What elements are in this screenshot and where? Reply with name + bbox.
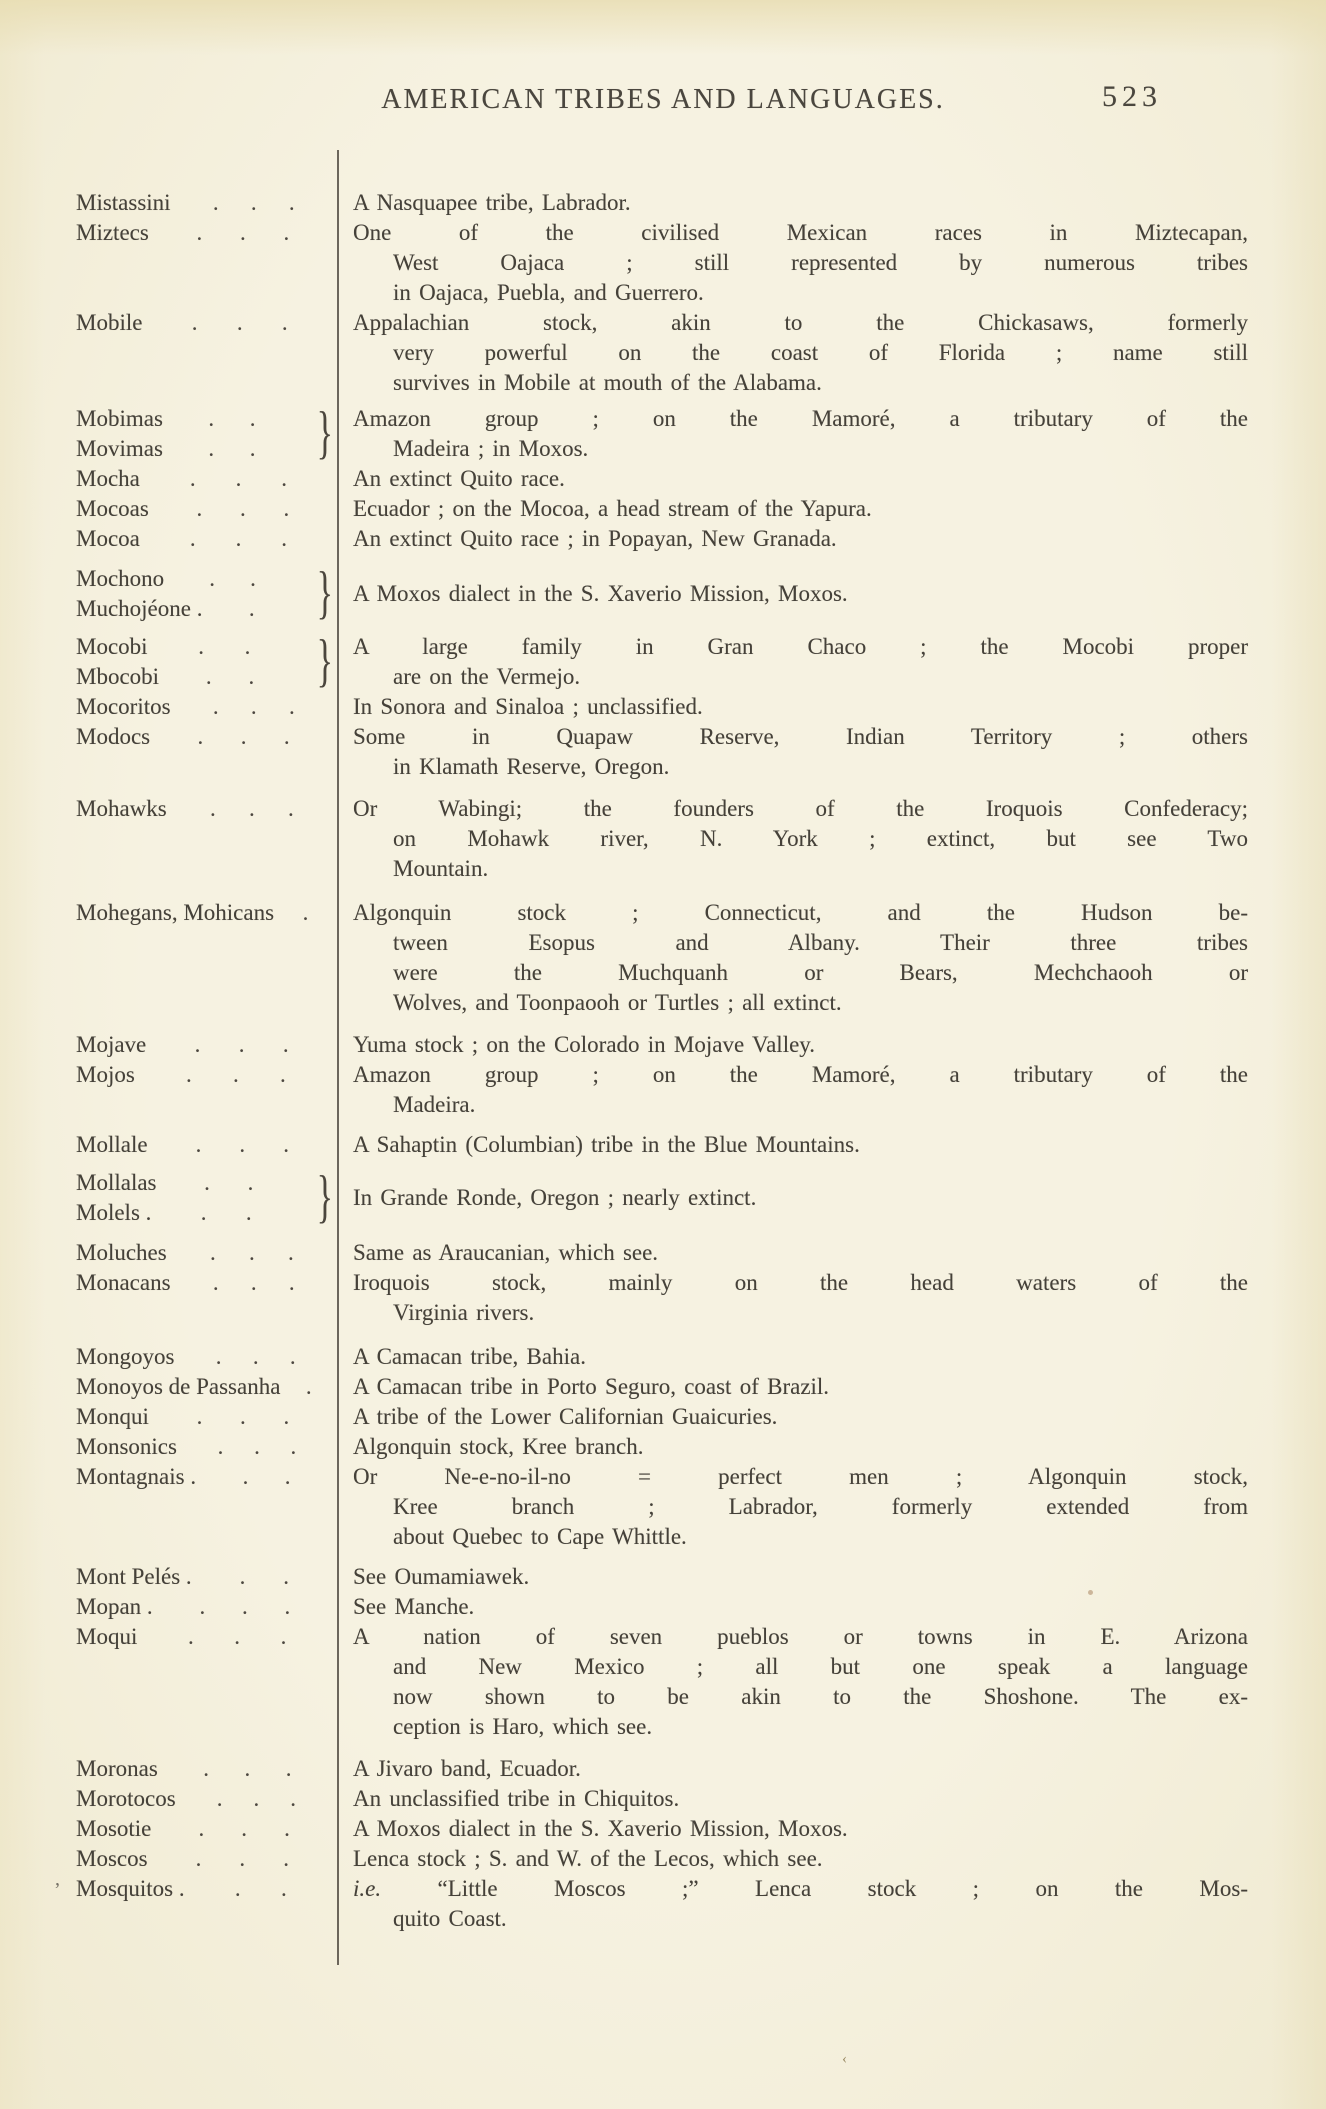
definition-text xyxy=(337,1562,1326,1592)
definition-line: Amazon group ; on the Mamoré, a tributary of the xyxy=(353,406,1248,431)
definition-line: An unclassified tribe in Chiquitos. xyxy=(353,1786,680,1811)
definition-line: Algonquin stock, Kree branch. xyxy=(353,1434,644,1459)
tribe-name-cell xyxy=(0,494,337,524)
leader-dots: . . xyxy=(200,1200,252,1225)
tribe-name: Mosotie xyxy=(76,1816,152,1841)
definition-text xyxy=(337,464,1326,494)
leader-dots: . . . xyxy=(217,1434,297,1459)
tribe-name-cell xyxy=(0,1030,337,1060)
definition-line: Or Wabingi; the founders of the Iroquois Confederacy; xyxy=(353,796,1248,821)
leader-dots: . . . xyxy=(203,1756,292,1781)
glossary-entry xyxy=(0,692,1326,722)
definition-line: Amazon group ; on the Mamoré, a tributary of the xyxy=(353,1062,1248,1087)
tribe-name: Monoyos de Passanha xyxy=(76,1374,281,1399)
glossary-entry xyxy=(0,1874,1326,1934)
tribe-name-cell xyxy=(0,464,337,494)
definition-text xyxy=(337,1168,1326,1228)
tribe-name-cell xyxy=(0,1592,337,1622)
tribe-name: Monqui xyxy=(76,1404,149,1429)
definition-text xyxy=(337,1462,1326,1552)
definition-line: Same as Araucanian, which see. xyxy=(353,1240,659,1265)
tribe-name-cell xyxy=(0,1844,337,1874)
tribe-name: Mbocobi xyxy=(76,664,160,689)
definition-line: survives in Mobile at mouth of the Alabama. xyxy=(393,370,822,395)
leader-dots: . . . xyxy=(187,1624,287,1649)
leader-dots: . . . xyxy=(186,1062,286,1087)
scan-artifact-mark: , xyxy=(55,1868,60,1890)
glossary-entry xyxy=(0,1592,1326,1622)
leader-dots: . . . xyxy=(199,1594,291,1619)
tribe-name: Muchojéone . xyxy=(76,596,203,621)
definition-line: A Camacan tribe in Porto Seguro, coast of Brazil. xyxy=(353,1374,830,1399)
definition-line: Algonquin stock ; Connecticut, and the Hudson be- xyxy=(353,900,1248,925)
tribe-name: Mont Pelés . xyxy=(76,1564,192,1589)
tribe-name: Modocs xyxy=(76,724,151,749)
leader-dots: . . . xyxy=(209,1240,294,1265)
definition-text xyxy=(337,1030,1326,1060)
definition-line: Mountain. xyxy=(393,856,489,881)
glossary-entry xyxy=(0,524,1326,554)
tribe-name-cell xyxy=(0,1562,337,1592)
tribe-name-cell xyxy=(0,898,337,1018)
definition-line: very powerful on the coast of Florida ; name still xyxy=(393,340,1248,365)
definition-text xyxy=(337,524,1326,554)
glossary-entry xyxy=(0,308,1326,398)
tribe-name: Movimas xyxy=(76,436,163,461)
entries xyxy=(0,188,1326,1934)
leader-dots: . . . xyxy=(194,1032,289,1057)
tribe-name-cell xyxy=(0,1814,337,1844)
tribe-name: Mobimas xyxy=(76,406,163,431)
definition-line: One of the civilised Mexican races in Miztecapan, xyxy=(353,220,1248,245)
glossary-entry xyxy=(0,494,1326,524)
glossary-entry xyxy=(0,1238,1326,1268)
tribe-name: Mocobi xyxy=(76,634,148,659)
tribe-name: Mosquitos . xyxy=(76,1876,185,1901)
definition-text xyxy=(337,1130,1326,1160)
definition-text xyxy=(337,1592,1326,1622)
glossary-entry xyxy=(0,1268,1326,1328)
tribe-name: Mobile xyxy=(76,310,143,335)
definition-line: Virginia rivers. xyxy=(393,1300,535,1325)
glossary-entry xyxy=(0,218,1326,308)
tribe-name-cell xyxy=(0,1402,337,1432)
definition-line: A Jivaro band, Ecuador. xyxy=(353,1756,581,1781)
definition-line: Or Ne-e-no-il-no = perfect men ; Algonquin stock, xyxy=(353,1464,1248,1489)
glossary-entry xyxy=(0,560,1326,626)
tribe-name-cell xyxy=(0,524,337,554)
glossary-entry xyxy=(0,1372,1326,1402)
grouping-brace: } xyxy=(316,628,333,694)
definition-line: Yuma stock ; on the Colorado in Mojave Valley. xyxy=(353,1032,816,1057)
definition-text xyxy=(337,1372,1326,1402)
tribe-name-cell xyxy=(0,1238,337,1268)
leader-dots: . . xyxy=(242,1464,291,1489)
definition-text xyxy=(337,1784,1326,1814)
leader-dots: . . . xyxy=(197,724,290,749)
leader-dots: . . . xyxy=(209,796,294,821)
tribe-name-cell xyxy=(0,692,337,722)
tribe-name-cell xyxy=(0,794,337,884)
definition-text xyxy=(337,1844,1326,1874)
grouping-brace: } xyxy=(316,1164,333,1230)
glossary-entry xyxy=(0,722,1326,782)
leader-dots: . . . xyxy=(198,1816,290,1841)
definition-line: In Grande Ronde, Oregon ; nearly extinct. xyxy=(353,1185,757,1210)
tribe-name-cell xyxy=(0,1060,337,1120)
definition-text xyxy=(337,1754,1326,1784)
tribe-name: Morotocos xyxy=(76,1786,176,1811)
glossary-entry xyxy=(0,1030,1326,1060)
tribe-name-cell xyxy=(0,1130,337,1160)
tribe-name: Mongoyos xyxy=(76,1344,175,1369)
definition-line: in Klamath Reserve, Oregon. xyxy=(393,754,670,779)
leader-dots: . . xyxy=(205,664,255,689)
definition-line: In Sonora and Sinaloa ; unclassified. xyxy=(353,694,703,719)
definition-line: A large family in Gran Chaco ; the Mocobi proper xyxy=(353,634,1248,659)
glossary-entry xyxy=(0,1164,1326,1230)
tribe-name-cell xyxy=(0,218,337,308)
definition-line: Kree branch ; Labrador, formerly extended from xyxy=(393,1494,1248,1519)
definition-text xyxy=(337,1622,1326,1742)
definition-text xyxy=(337,188,1326,218)
definition-line: A tribe of the Lower Californian Guaicuries. xyxy=(353,1404,778,1429)
definition-text xyxy=(337,404,1326,464)
leader-dots: . . . xyxy=(216,1786,296,1811)
definition-text xyxy=(337,1342,1326,1372)
definition-line: A nation of seven pueblos or towns in E. Arizona xyxy=(353,1624,1248,1649)
definition-line: A Camacan tribe, Bahia. xyxy=(353,1344,586,1369)
definition-line: Appalachian stock, akin to the Chickasaws, formerly xyxy=(353,310,1248,335)
glossary-entry xyxy=(0,1402,1326,1432)
tribe-name: Montagnais . xyxy=(76,1464,197,1489)
leader-dots: . . . xyxy=(191,310,288,335)
definition-line: See Manche. xyxy=(353,1594,475,1619)
tribe-name-cell xyxy=(0,560,337,626)
definition-text xyxy=(337,1402,1326,1432)
tribe-name: Mocoa xyxy=(76,526,140,551)
definition-line: Ecuador ; on the Mocoa, a head stream of the Yapura. xyxy=(353,496,872,521)
leader-dots: . xyxy=(248,596,255,621)
leader-dots: . . . xyxy=(196,220,290,245)
glossary-entry xyxy=(0,1060,1326,1120)
definition-text xyxy=(337,1874,1326,1934)
scan-artifact-mark: ‹ xyxy=(842,2051,847,2067)
glossary-entry xyxy=(0,1622,1326,1742)
tribe-name: Moronas xyxy=(76,1756,158,1781)
page-number: 523 xyxy=(1102,80,1162,113)
definition-text xyxy=(337,692,1326,722)
definition-line: A Moxos dialect in the S. Xaverio Mission, Moxos. xyxy=(353,1816,848,1841)
definition-text xyxy=(337,1814,1326,1844)
leader-dots: . . . xyxy=(196,496,290,521)
definition-line: An extinct Quito race. xyxy=(353,466,565,491)
glossary-entry xyxy=(0,628,1326,694)
tribe-name: Moqui xyxy=(76,1624,138,1649)
definition-line: West Oajaca ; still represented by numerous tribes xyxy=(393,250,1248,275)
tribe-name: Mocha xyxy=(76,466,140,491)
definition-line: about Quebec to Cape Whittle. xyxy=(393,1524,687,1549)
tribe-name-cell xyxy=(0,1784,337,1814)
tribe-name: Miztecs xyxy=(76,220,149,245)
definition-line: Lenca stock ; S. and W. of the Lecos, which see. xyxy=(353,1846,823,1871)
tribe-name-cell xyxy=(0,1342,337,1372)
glossary-entry xyxy=(0,1562,1326,1592)
leader-dots: . . . xyxy=(189,526,288,551)
definition-line: Madeira. xyxy=(393,1092,476,1117)
leader-dots: . . xyxy=(204,1170,254,1195)
glossary-entry xyxy=(0,1130,1326,1160)
leader-dots: . . . xyxy=(189,466,288,491)
grouping-brace: } xyxy=(316,560,333,626)
definition-line: An extinct Quito race ; in Popayan, New Granada. xyxy=(353,526,837,551)
glossary-entry xyxy=(0,898,1326,1018)
tribe-name: Mojave xyxy=(76,1032,147,1057)
tribe-name: Mocoas xyxy=(76,496,149,521)
tribe-name: Moluches xyxy=(76,1240,167,1265)
tribe-name: Mistassini xyxy=(76,190,171,215)
leader-dots: . . . xyxy=(195,1846,289,1871)
leader-dots: . . xyxy=(198,634,251,659)
tribe-name-cell xyxy=(0,1164,337,1230)
tribe-name-cell xyxy=(0,400,337,466)
scan-artifact-speck xyxy=(1088,1590,1093,1595)
leader-dots: . . . xyxy=(195,1132,289,1157)
definition-line: Some in Quapaw Reserve, Indian Territory ; others xyxy=(353,724,1248,749)
definition-line: A Nasquapee tribe, Labrador. xyxy=(353,190,631,215)
definition-text xyxy=(337,794,1326,884)
tribe-name-cell xyxy=(0,1462,337,1552)
tribe-name: Mollale xyxy=(76,1132,148,1157)
glossary-entry xyxy=(0,1342,1326,1372)
leader-dots: . . xyxy=(208,436,256,461)
definition-text xyxy=(337,1432,1326,1462)
tribe-name-cell xyxy=(0,308,337,398)
glossary-entry xyxy=(0,1462,1326,1552)
page-title: AMERICAN TRIBES AND LANGUAGES. xyxy=(381,84,945,115)
definition-line: are on the Vermejo. xyxy=(393,664,581,689)
tribe-name: Mohegans, Mohicans xyxy=(76,900,275,925)
definition-line: A Moxos dialect in the S. Xaverio Mission, Moxos. xyxy=(353,581,848,606)
leader-dots: . . xyxy=(208,406,256,431)
tribe-name: Mochono xyxy=(76,566,165,591)
definition-line: on Mohawk river, N. York ; extinct, but see Two xyxy=(393,826,1248,851)
leader-dots: . xyxy=(302,900,309,925)
tribe-name-cell xyxy=(0,1754,337,1784)
leader-dots: . . . xyxy=(212,190,295,215)
definition-line: i.e. “Little Moscos ;” Lenca stock ; on the Mos- xyxy=(353,1876,1248,1901)
definition-line: ception is Haro, which see. xyxy=(393,1714,653,1739)
definition-text xyxy=(337,722,1326,782)
leader-dots: . . . xyxy=(212,1270,295,1295)
definition-text xyxy=(337,632,1326,692)
leader-dots: . xyxy=(305,1374,312,1399)
tribe-name: Monsonics xyxy=(76,1434,177,1459)
definition-line: and New Mexico ; all but one speak a language xyxy=(393,1654,1248,1679)
definition-line: now shown to be akin to the Shoshone. The ex- xyxy=(393,1684,1248,1709)
definition-line: A Sahaptin (Columbian) tribe in the Blue Mountains. xyxy=(353,1132,860,1157)
tribe-name: Mopan . xyxy=(76,1594,153,1619)
definition-text xyxy=(337,494,1326,524)
tribe-name: Mohawks xyxy=(76,796,167,821)
definition-line: Iroquois stock, mainly on the head waters of the xyxy=(353,1270,1248,1295)
leader-dots: . . xyxy=(234,1876,287,1901)
definition-text xyxy=(337,564,1326,624)
tribe-name: Mojos xyxy=(76,1062,135,1087)
glossary-entry xyxy=(0,1432,1326,1462)
glossary-entry xyxy=(0,188,1326,218)
grouping-brace: } xyxy=(316,400,333,466)
definition-line: quito Coast. xyxy=(393,1906,507,1931)
glossary-entry xyxy=(0,794,1326,884)
leader-dots: . . . xyxy=(215,1344,296,1369)
tribe-name-cell xyxy=(0,722,337,782)
tribe-name-cell xyxy=(0,1432,337,1462)
definition-text xyxy=(337,218,1326,308)
glossary-entry xyxy=(0,464,1326,494)
definition-line: See Oumamiawek. xyxy=(353,1564,530,1589)
tribe-name: Mollalas xyxy=(76,1170,157,1195)
glossary-entry xyxy=(0,1814,1326,1844)
definition-text xyxy=(337,308,1326,398)
definition-line: Wolves, and Toonpaooh or Turtles ; all extinct. xyxy=(393,990,842,1015)
leader-dots: . . . xyxy=(212,694,295,719)
tribe-name-cell xyxy=(0,1874,337,1934)
tribe-name-cell xyxy=(0,1372,337,1402)
tribe-name-cell xyxy=(0,628,337,694)
definition-line: Madeira ; in Moxos. xyxy=(393,436,589,461)
tribe-name: Moscos xyxy=(76,1846,148,1871)
tribe-name: Molels . xyxy=(76,1200,152,1225)
tribe-name-cell xyxy=(0,188,337,218)
definition-line: in Oajaca, Puebla, and Guerrero. xyxy=(393,280,704,305)
glossary-entry xyxy=(0,1844,1326,1874)
tribe-name-cell xyxy=(0,1268,337,1328)
tribe-name: Monacans xyxy=(76,1270,171,1295)
definition-text xyxy=(337,898,1326,1018)
definition-text xyxy=(337,1268,1326,1328)
definition-line: tween Esopus and Albany. Their three tribes xyxy=(393,930,1248,955)
definition-text xyxy=(337,1238,1326,1268)
glossary-entry xyxy=(0,1754,1326,1784)
glossary-entry xyxy=(0,1784,1326,1814)
leader-dots: . . xyxy=(239,1564,290,1589)
tribe-name: Mocoritos xyxy=(76,694,171,719)
definition-line: were the Muchquanh or Bears, Mechchaooh or xyxy=(393,960,1248,985)
glossary-entry xyxy=(0,400,1326,466)
leader-dots: . . xyxy=(209,566,256,591)
tribe-name-cell xyxy=(0,1622,337,1742)
leader-dots: . . . xyxy=(196,1404,290,1429)
definition-text xyxy=(337,1060,1326,1120)
